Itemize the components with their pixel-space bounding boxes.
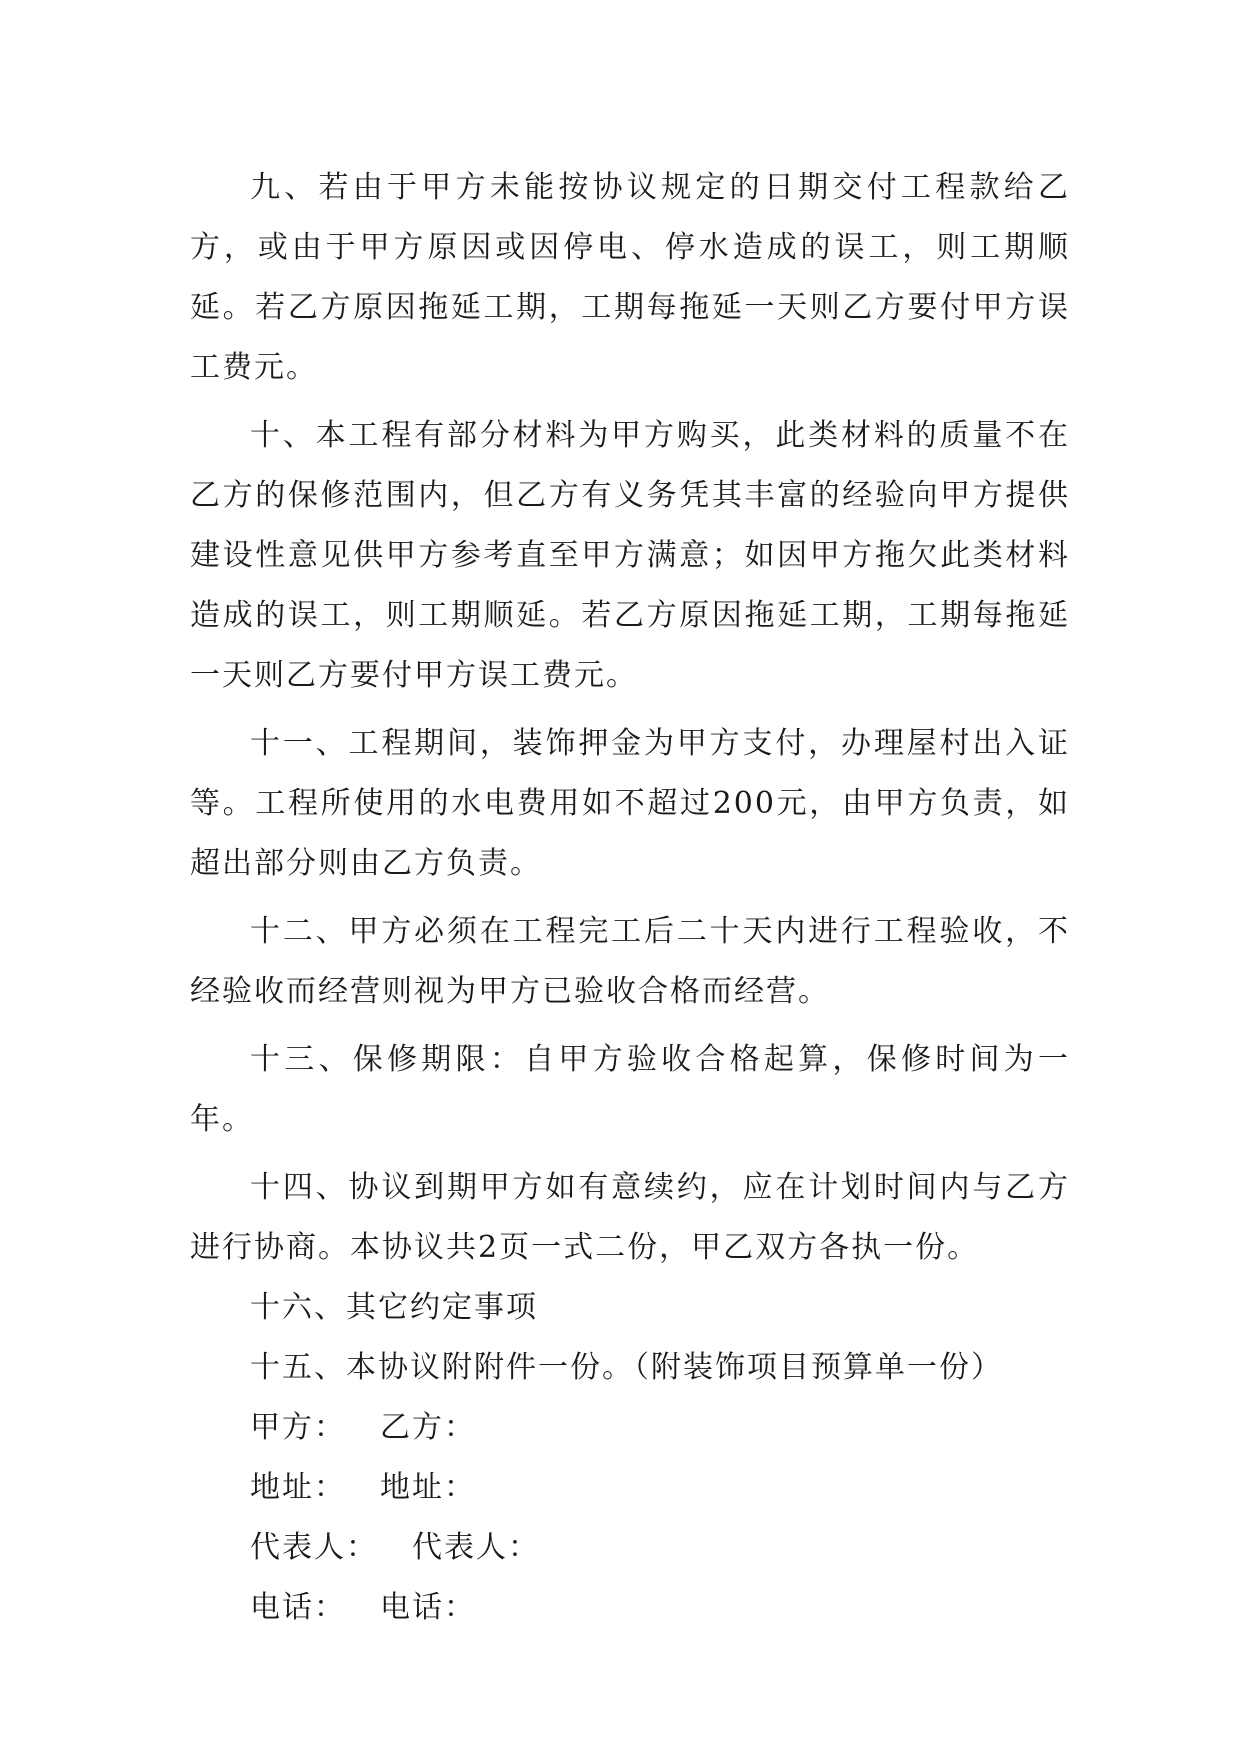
rep-b-label: 代表人： xyxy=(412,1530,540,1565)
clause-16: 十六、其它约定事项 xyxy=(250,1290,538,1325)
clause-11: 十一、工程期间，装饰押金为甲方支付，办理屋村出入证等。工程所使用的水电费用如不超过200元，由甲方负责，如超出部分则由乙方负责。 xyxy=(190,726,1070,881)
signature-address-row xyxy=(190,1458,1070,1518)
clause-14: 十四、协议到期甲方如有意续约，应在计划时间内与乙方进行协商。本协议共2页一式二份，甲乙双方各执一份。 xyxy=(190,1170,1070,1265)
clause-13: 十三、保修期限：自甲方验收合格起算，保修时间为一年。 xyxy=(190,1042,1070,1137)
document-page xyxy=(190,158,1070,1638)
address-a-label: 地址： xyxy=(250,1470,346,1505)
clause-9: 九、若由于甲方未能按协议规定的日期交付工程款给乙方，或由于甲方原因或因停电、停水造成的误工，则工期顺延。若乙方原因拖延工期，工期每拖延一天则乙方要付甲方误工费元。 xyxy=(190,170,1070,385)
signature-block xyxy=(190,1398,1070,1638)
party-a-label: 甲方： xyxy=(250,1410,346,1445)
clause-10: 十、本工程有部分材料为甲方购买，此类材料的质量不在乙方的保修范围内，但乙方有义务凭其丰富的经验向甲方提供建设性意见供甲方参考直至甲方满意；如因甲方拖欠此类材料造成的误工，则工期顺延。若乙方原因拖延工期，工期每拖延一天则乙方要付甲方误工费元。 xyxy=(190,418,1070,693)
clause-12: 十二、甲方必须在工程完工后二十天内进行工程验收，不经验收而经营则视为甲方已验收合格而经营。 xyxy=(190,914,1070,1009)
signature-representative-row xyxy=(190,1518,1070,1578)
signature-phone-row xyxy=(190,1578,1070,1638)
phone-b-label: 电话： xyxy=(380,1590,476,1625)
party-b-label: 乙方： xyxy=(380,1410,476,1445)
phone-a-label: 电话： xyxy=(250,1590,346,1625)
rep-a-label: 代表人： xyxy=(250,1530,378,1565)
address-b-label: 地址： xyxy=(380,1470,476,1505)
signature-party-row xyxy=(190,1398,1070,1458)
clause-15: 十五、本协议附附件一份。（附装饰项目预算单一份） xyxy=(250,1350,1003,1385)
